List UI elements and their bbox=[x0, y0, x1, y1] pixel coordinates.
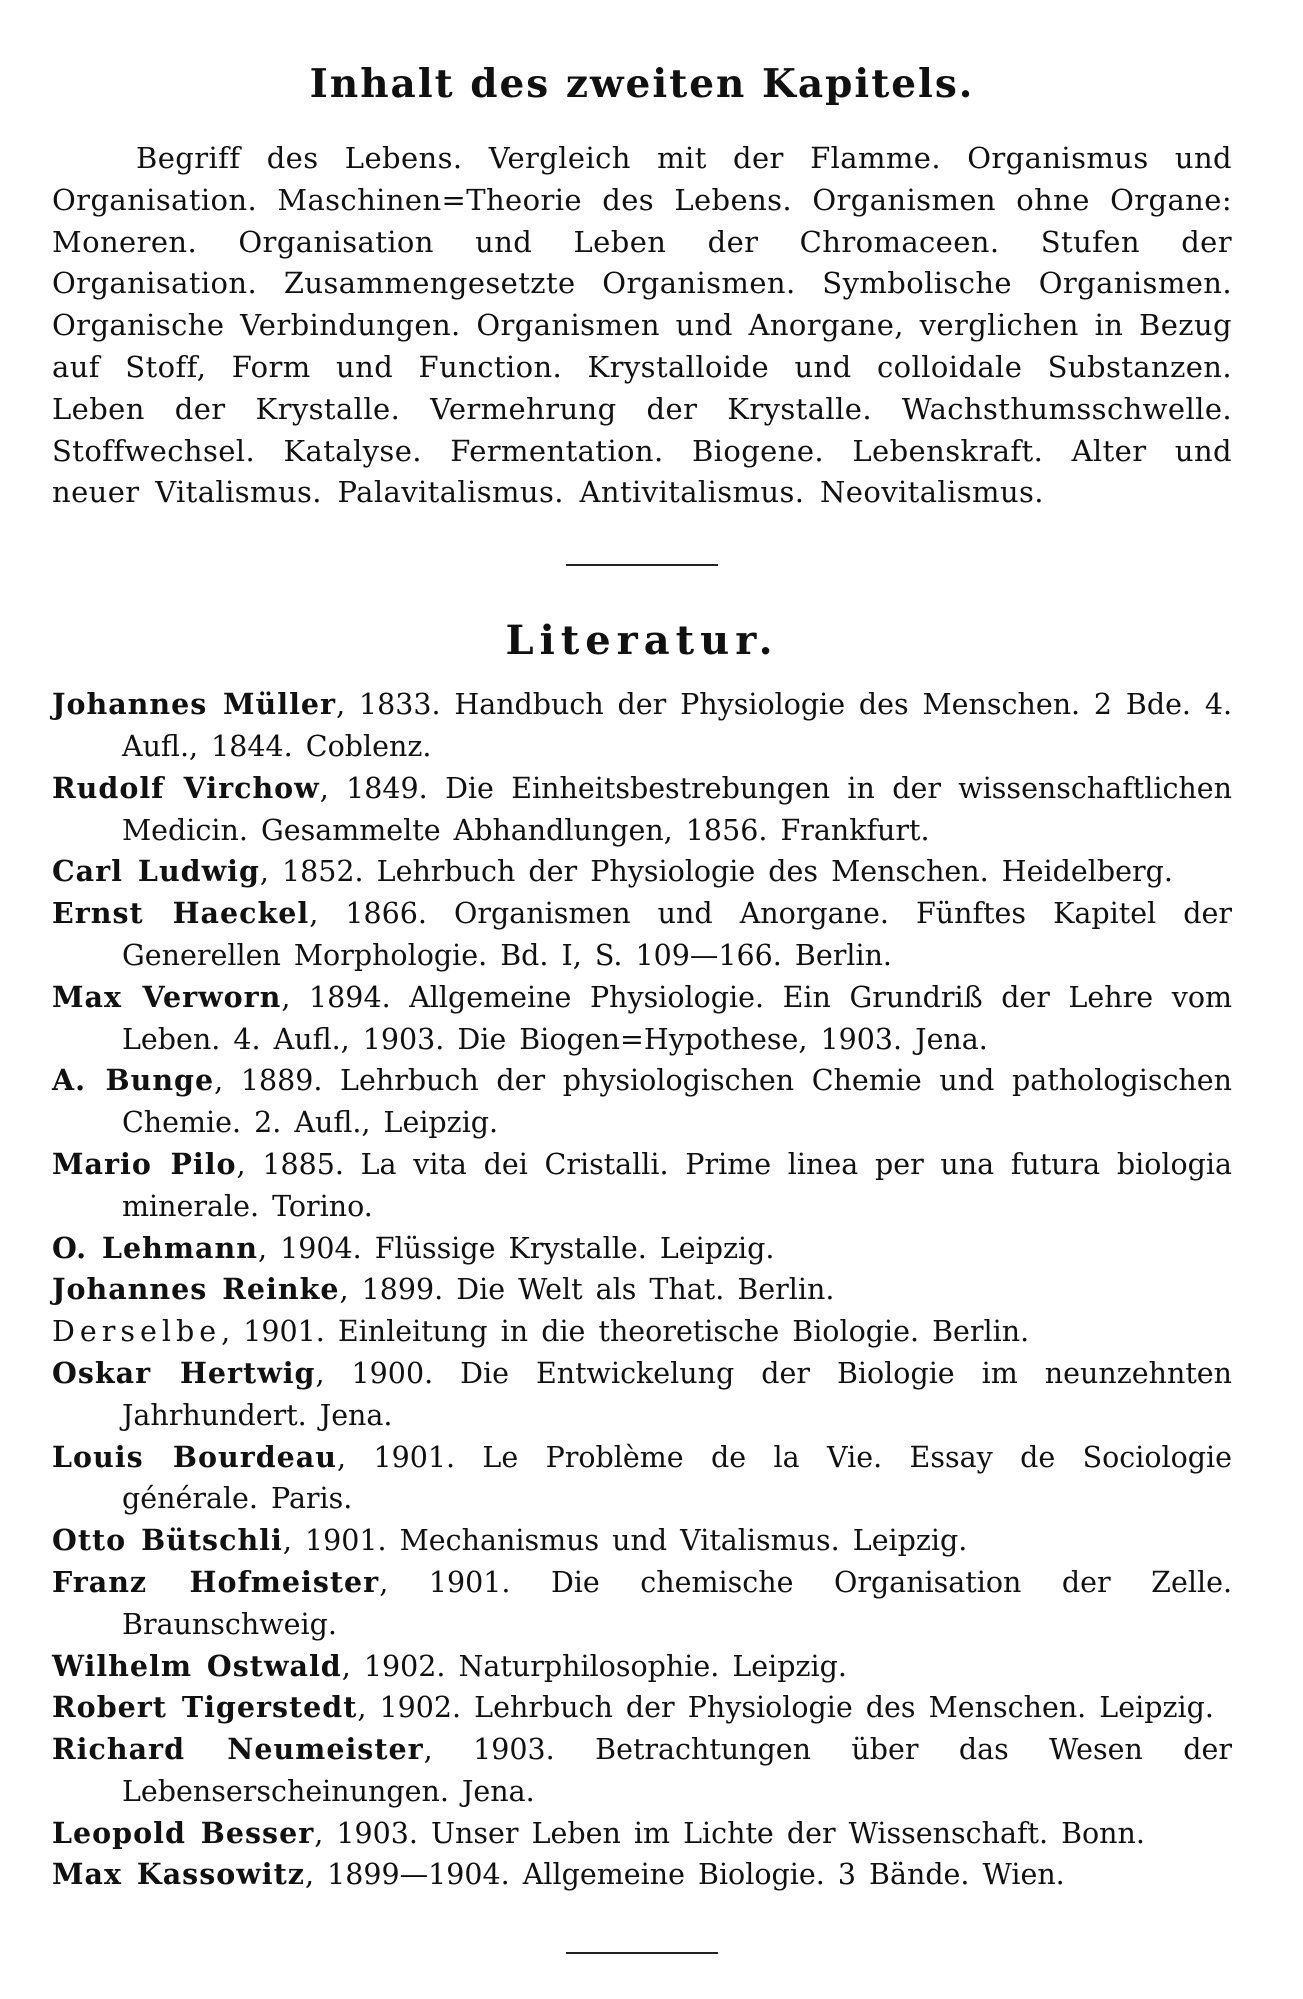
entry-separator: , bbox=[221, 1315, 244, 1349]
entry-text: 1849. Die Einheitsbestrebungen in der wissenschaftlichen Medicin. Gesammelte Abhandlungen, 1856. Frankfurt. bbox=[122, 771, 1232, 847]
entry-author: Louis Bourdeau bbox=[52, 1439, 337, 1474]
entry-separator: , bbox=[282, 1524, 305, 1558]
entry-text: 1904. Flüssige Krystalle. Leipzig. bbox=[280, 1231, 775, 1265]
chapter-contents-title: Inhalt des zweiten Kapitels. bbox=[309, 61, 975, 107]
literature-entry bbox=[52, 768, 1232, 852]
entry-author: Oskar Hertwig bbox=[52, 1355, 316, 1390]
entry-author: Leopold Besser bbox=[52, 1815, 315, 1850]
entry-author: Ernst Haeckel bbox=[52, 896, 310, 931]
literature-entry bbox=[52, 1520, 1232, 1562]
literature-title: Literatur. bbox=[505, 617, 779, 665]
entry-text: 1903. Betrachtungen über das Wesen der Lebenserscheinungen. Jena. bbox=[122, 1733, 1233, 1808]
entry-text: 1852. Lehrbuch der Physiologie des Menschen. Heidelberg. bbox=[282, 855, 1173, 889]
entry-separator: , bbox=[257, 1231, 281, 1265]
entry-separator: , bbox=[336, 688, 359, 722]
literature-entry bbox=[52, 851, 1232, 893]
entry-separator: , bbox=[423, 1733, 474, 1767]
entry-author: Richard Neumeister bbox=[52, 1732, 424, 1767]
entry-author: Johannes Müller bbox=[52, 687, 337, 722]
entry-separator: , bbox=[315, 1356, 352, 1390]
entry-author: Mario Pilo bbox=[52, 1146, 237, 1181]
entry-text: 1902. Naturphilosophie. Leipzig. bbox=[363, 1649, 847, 1683]
literature-entry bbox=[52, 1311, 1232, 1353]
literature-entry bbox=[52, 1353, 1232, 1437]
entry-separator: , bbox=[339, 1273, 362, 1307]
literature-entry bbox=[52, 1813, 1232, 1855]
literature-entry bbox=[52, 1144, 1232, 1228]
literature-entry bbox=[52, 1228, 1232, 1270]
literature-entry bbox=[52, 1437, 1232, 1521]
entry-text: 1899—1904. Allgemeine Biologie. 3 Bände. Wien. bbox=[327, 1858, 1065, 1892]
literature-list bbox=[52, 684, 1232, 1896]
entry-author: Rudolf Virchow bbox=[52, 770, 320, 805]
literature-entry bbox=[52, 1854, 1232, 1896]
entry-text: 1901. Die chemische Organisation der Zelle. Braunschweig. bbox=[122, 1565, 1233, 1641]
entry-author: Carl Ludwig bbox=[52, 854, 260, 889]
literature-entry bbox=[52, 1646, 1232, 1688]
entry-text: 1901. Le Problème de la Vie. Essay de Sociologie générale. Paris. bbox=[122, 1440, 1232, 1516]
entry-text: 1903. Unser Leben im Lichte der Wissenschaft. Bonn. bbox=[336, 1816, 1145, 1850]
entry-text: 1900. Die Entwickelung der Biologie im neunzehnten Jahrhundert. Jena. bbox=[122, 1356, 1232, 1432]
entry-author: Johannes Reinke bbox=[52, 1272, 340, 1307]
entry-author: Wilhelm Ostwald bbox=[52, 1648, 342, 1683]
entry-author: Max Kassowitz bbox=[52, 1857, 305, 1892]
entry-text: 1894. Allgemeine Physiologie. Ein Grundriß der Lehre vom Leben. 4. Aufl., 1903. Die Biogen=Hypothese, 1903. Jena. bbox=[122, 980, 1233, 1056]
entry-author: Derselbe bbox=[52, 1315, 222, 1349]
entry-separator: , bbox=[319, 771, 347, 805]
literature-entry bbox=[52, 893, 1232, 977]
closing-divider bbox=[566, 1952, 718, 1954]
entry-text: 1885. La vita dei Cristalli. Prime linea per una futura biologia minerale. Torino. bbox=[122, 1147, 1232, 1223]
entry-separator: , bbox=[357, 1691, 380, 1725]
entry-separator: , bbox=[314, 1816, 337, 1850]
entry-text: 1902. Lehrbuch der Physiologie des Menschen. Leipzig. bbox=[379, 1691, 1214, 1725]
section-divider bbox=[566, 564, 718, 566]
entry-separator: , bbox=[341, 1649, 364, 1683]
chapter-contents-summary: Begriff des Lebens. Vergleich mit der Flamme. Organismus und Organisation. Maschinen=Theorie des Lebens. Organismen ohne Organe: Moneren. Organisation und Leben der Chromaceen. Stufen der Organisation. Zusammengesetzte Organismen. Symbolische Organismen. Organische Verbindungen. Organismen und Anorgane, verglichen in Bezug auf Stoff, Form und Function. Krystalloide und colloidale Substanzen. Leben der Krystalle. Vermehrung der Krystalle. Wachsthumsschwelle. Stoffwechsel. Katalyse. Fermentation. Biogene. Lebenskraft. Alter und neuer Vitalismus. Palavitalismus. Antivitalismus. Neovitalismus. bbox=[52, 141, 1232, 510]
entry-author: Max Verworn bbox=[52, 979, 282, 1014]
entry-text: 1866. Organismen und Anorgane. Fünftes Kapitel der Generellen Morphologie. Bd. I, S. 109—166. Berlin. bbox=[122, 897, 1232, 972]
entry-separator: , bbox=[214, 1064, 241, 1098]
entry-separator: , bbox=[379, 1565, 429, 1599]
literature-entry bbox=[52, 1269, 1232, 1311]
entry-separator: , bbox=[309, 897, 346, 931]
entry-author: Otto Bütschli bbox=[52, 1523, 283, 1558]
entry-separator: , bbox=[259, 855, 283, 889]
literature-entry bbox=[52, 1060, 1232, 1144]
entry-text: 1833. Handbuch der Physiologie des Menschen. 2 Bde. 4. Aufl., 1844. Coblenz. bbox=[122, 688, 1233, 763]
entry-separator: , bbox=[336, 1440, 374, 1474]
literature-entry bbox=[52, 977, 1232, 1061]
entry-separator: , bbox=[236, 1147, 263, 1181]
entry-text: 1901. Einleitung in die theoretische Biologie. Berlin. bbox=[243, 1315, 1030, 1349]
document-page bbox=[52, 60, 1232, 1954]
literature-entry bbox=[52, 1687, 1232, 1729]
entry-text: 1889. Lehrbuch der physiologischen Chemie und pathologischen Chemie. 2. Aufl., Leipzig. bbox=[122, 1064, 1232, 1140]
entry-author: Robert Tigerstedt bbox=[52, 1690, 358, 1725]
entry-author: O. Lehmann bbox=[52, 1230, 258, 1265]
literature-entry bbox=[52, 684, 1232, 768]
literature-entry bbox=[52, 1562, 1232, 1646]
entry-text: 1901. Mechanismus und Vitalismus. Leipzig. bbox=[304, 1524, 968, 1558]
entry-separator: , bbox=[281, 980, 310, 1014]
literature-entry bbox=[52, 1729, 1232, 1813]
entry-text: 1899. Die Welt als That. Berlin. bbox=[361, 1273, 835, 1307]
entry-author: Franz Hofmeister bbox=[52, 1564, 380, 1599]
entry-author: A. Bunge bbox=[52, 1063, 215, 1098]
entry-separator: , bbox=[304, 1858, 328, 1892]
